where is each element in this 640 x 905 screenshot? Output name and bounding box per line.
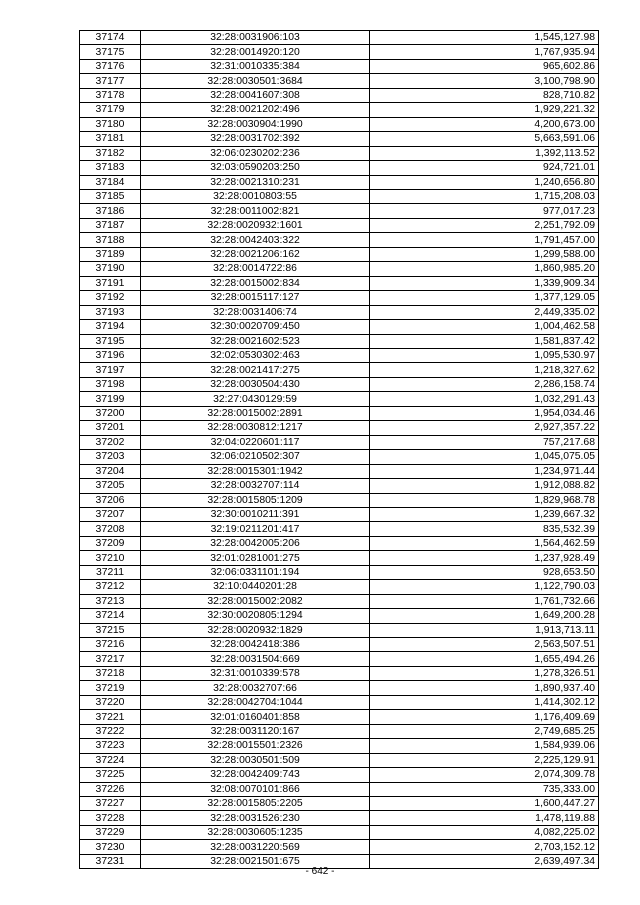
- table-row: [80, 276, 599, 290]
- table-row: [80, 797, 599, 811]
- table-row: [80, 334, 599, 348]
- table-row: [80, 31, 599, 45]
- cadastral-number-cell: 32:28:0031906:103: [141, 31, 370, 45]
- row-id-cell: 37194: [80, 320, 141, 334]
- row-id-cell: 37190: [80, 262, 141, 276]
- table-row: [80, 580, 599, 594]
- row-id-cell: 37218: [80, 666, 141, 680]
- amount-cell: 2,074,309.78: [370, 768, 599, 782]
- row-id-cell: 37208: [80, 522, 141, 536]
- row-id-cell: 37201: [80, 421, 141, 435]
- table-row: [80, 681, 599, 695]
- table-body: [80, 31, 599, 869]
- cadastral-number-cell: 32:28:0015805:1209: [141, 493, 370, 507]
- cadastral-number-cell: 32:27:0430129:59: [141, 392, 370, 406]
- cadastral-number-cell: 32:28:0031702:392: [141, 132, 370, 146]
- row-id-cell: 37185: [80, 189, 141, 203]
- cadastral-number-cell: 32:28:0015002:2891: [141, 406, 370, 420]
- cadastral-number-cell: 32:08:0070101:866: [141, 782, 370, 796]
- cadastral-number-cell: 32:31:0010335:384: [141, 59, 370, 73]
- row-id-cell: 37177: [80, 74, 141, 88]
- cadastral-number-cell: 32:28:0042403:322: [141, 233, 370, 247]
- cadastral-number-cell: 32:28:0011002:821: [141, 204, 370, 218]
- amount-cell: 2,251,792.09: [370, 218, 599, 232]
- amount-cell: 1,715,208.03: [370, 189, 599, 203]
- table-row: [80, 305, 599, 319]
- row-id-cell: 37180: [80, 117, 141, 131]
- cadastral-number-cell: 32:03:0590203:250: [141, 161, 370, 175]
- amount-cell: 1,767,935.94: [370, 45, 599, 59]
- cadastral-number-cell: 32:28:0021310:231: [141, 175, 370, 189]
- row-id-cell: 37226: [80, 782, 141, 796]
- cadastral-number-cell: 32:31:0010339:578: [141, 666, 370, 680]
- amount-cell: 1,278,326.51: [370, 666, 599, 680]
- table-row: [80, 522, 599, 536]
- cadastral-number-cell: 32:28:0015301:1942: [141, 464, 370, 478]
- amount-cell: 965,602.86: [370, 59, 599, 73]
- amount-cell: 924,721.01: [370, 161, 599, 175]
- table-row: [80, 204, 599, 218]
- amount-cell: 2,449,335.02: [370, 305, 599, 319]
- cadastral-number-cell: 32:06:0210502:307: [141, 450, 370, 464]
- amount-cell: 1,032,291.43: [370, 392, 599, 406]
- cadastral-number-cell: 32:28:0042005:206: [141, 536, 370, 550]
- amount-cell: 4,082,225.02: [370, 825, 599, 839]
- table-row: [80, 551, 599, 565]
- amount-cell: 3,100,798.90: [370, 74, 599, 88]
- cadastral-number-cell: 32:30:0020805:1294: [141, 609, 370, 623]
- row-id-cell: 37189: [80, 247, 141, 261]
- table-row: [80, 710, 599, 724]
- row-id-cell: 37214: [80, 609, 141, 623]
- table-row: [80, 320, 599, 334]
- cadastral-number-cell: 32:01:0281001:275: [141, 551, 370, 565]
- row-id-cell: 37220: [80, 695, 141, 709]
- amount-cell: 1,004,462.58: [370, 320, 599, 334]
- cadastral-number-cell: 32:28:0030605:1235: [141, 825, 370, 839]
- cadastral-number-cell: 32:28:0030904:1990: [141, 117, 370, 131]
- table-row: [80, 161, 599, 175]
- row-id-cell: 37215: [80, 623, 141, 637]
- cadastral-number-cell: 32:30:0020709:450: [141, 320, 370, 334]
- cadastral-number-cell: 32:28:0021501:675: [141, 854, 370, 868]
- row-id-cell: 37229: [80, 825, 141, 839]
- amount-cell: 2,749,685.25: [370, 724, 599, 738]
- row-id-cell: 37199: [80, 392, 141, 406]
- table-row: [80, 638, 599, 652]
- amount-cell: 1,095,530.97: [370, 348, 599, 362]
- cadastral-number-cell: 32:30:0010211:391: [141, 507, 370, 521]
- table-row: [80, 88, 599, 102]
- table-row: [80, 247, 599, 261]
- table-row: [80, 291, 599, 305]
- table-row: [80, 840, 599, 854]
- row-id-cell: 37183: [80, 161, 141, 175]
- row-id-cell: 37221: [80, 710, 141, 724]
- cadastral-number-cell: 32:28:0041607:308: [141, 88, 370, 102]
- cadastral-number-cell: 32:28:0014920:120: [141, 45, 370, 59]
- amount-cell: 735,333.00: [370, 782, 599, 796]
- cadastral-number-cell: 32:28:0010803:55: [141, 189, 370, 203]
- row-id-cell: 37181: [80, 132, 141, 146]
- amount-cell: 1,339,909.34: [370, 276, 599, 290]
- row-id-cell: 37184: [80, 175, 141, 189]
- table-row: [80, 406, 599, 420]
- cadastral-number-cell: 32:28:0021202:496: [141, 103, 370, 117]
- amount-cell: 1,545,127.98: [370, 31, 599, 45]
- amount-cell: 1,299,588.00: [370, 247, 599, 261]
- table-row: [80, 493, 599, 507]
- row-id-cell: 37213: [80, 594, 141, 608]
- row-id-cell: 37219: [80, 681, 141, 695]
- amount-cell: 1,045,075.05: [370, 450, 599, 464]
- amount-cell: 2,639,497.34: [370, 854, 599, 868]
- table-row: [80, 464, 599, 478]
- table-row: [80, 768, 599, 782]
- cadastral-number-cell: 32:28:0021206:162: [141, 247, 370, 261]
- row-id-cell: 37223: [80, 739, 141, 753]
- table-row: [80, 146, 599, 160]
- cadastral-number-cell: 32:28:0015002:2082: [141, 594, 370, 608]
- cadastral-number-cell: 32:28:0015501:2326: [141, 739, 370, 753]
- cadastral-number-cell: 32:28:0031406:74: [141, 305, 370, 319]
- table-row: [80, 507, 599, 521]
- row-id-cell: 37187: [80, 218, 141, 232]
- cadastral-number-cell: 32:02:0530302:463: [141, 348, 370, 362]
- table-row: [80, 652, 599, 666]
- row-id-cell: 37175: [80, 45, 141, 59]
- table-row: [80, 450, 599, 464]
- amount-cell: 1,761,732.66: [370, 594, 599, 608]
- cadastral-number-cell: 32:28:0014722:86: [141, 262, 370, 276]
- amount-cell: 1,218,327.62: [370, 363, 599, 377]
- table-row: [80, 59, 599, 73]
- row-id-cell: 37204: [80, 464, 141, 478]
- amount-cell: 1,176,409.69: [370, 710, 599, 724]
- cadastral-number-cell: 32:28:0030812:1217: [141, 421, 370, 435]
- amount-cell: 1,791,457.00: [370, 233, 599, 247]
- row-id-cell: 37227: [80, 797, 141, 811]
- cadastral-number-cell: 32:28:0031120:167: [141, 724, 370, 738]
- row-id-cell: 37212: [80, 580, 141, 594]
- amount-cell: 977,017.23: [370, 204, 599, 218]
- row-id-cell: 37224: [80, 753, 141, 767]
- table-row: [80, 623, 599, 637]
- table-row: [80, 695, 599, 709]
- row-id-cell: 37210: [80, 551, 141, 565]
- amount-cell: 1,122,790.03: [370, 580, 599, 594]
- row-id-cell: 37205: [80, 479, 141, 493]
- table-row: [80, 262, 599, 276]
- row-id-cell: 37188: [80, 233, 141, 247]
- page-number: - 642 -: [305, 866, 335, 877]
- table-row: [80, 739, 599, 753]
- cadastral-number-cell: 32:28:0015117:127: [141, 291, 370, 305]
- table-row: [80, 435, 599, 449]
- amount-cell: 1,478,119.88: [370, 811, 599, 825]
- table-row: [80, 782, 599, 796]
- row-id-cell: 37207: [80, 507, 141, 521]
- table-row: [80, 609, 599, 623]
- cadastral-number-cell: 32:28:0015002:834: [141, 276, 370, 290]
- row-id-cell: 37176: [80, 59, 141, 73]
- cadastral-number-cell: 32:28:0030501:3684: [141, 74, 370, 88]
- cadastral-number-cell: 32:28:0042409:743: [141, 768, 370, 782]
- cadastral-number-cell: 32:28:0030504:430: [141, 377, 370, 391]
- amount-cell: 1,239,667.32: [370, 507, 599, 521]
- row-id-cell: 37179: [80, 103, 141, 117]
- amount-cell: 1,649,200.28: [370, 609, 599, 623]
- table-row: [80, 753, 599, 767]
- amount-cell: 1,912,088.82: [370, 479, 599, 493]
- table-row: [80, 363, 599, 377]
- amount-cell: 2,927,357.22: [370, 421, 599, 435]
- cadastral-number-cell: 32:28:0030501:509: [141, 753, 370, 767]
- table-row: [80, 189, 599, 203]
- table-row: [80, 233, 599, 247]
- cadastral-number-cell: 32:06:0331101:194: [141, 565, 370, 579]
- amount-cell: 1,860,985.20: [370, 262, 599, 276]
- row-id-cell: 37196: [80, 348, 141, 362]
- table-row: [80, 536, 599, 550]
- row-id-cell: 37192: [80, 291, 141, 305]
- cadastral-number-cell: 32:28:0032707:114: [141, 479, 370, 493]
- cadastral-number-cell: 32:28:0021417:275: [141, 363, 370, 377]
- amount-cell: 2,286,158.74: [370, 377, 599, 391]
- amount-cell: 1,234,971.44: [370, 464, 599, 478]
- table-row: [80, 377, 599, 391]
- cadastral-number-cell: 32:28:0021602:523: [141, 334, 370, 348]
- cadastral-number-cell: 32:28:0042418:386: [141, 638, 370, 652]
- table-row: [80, 594, 599, 608]
- amount-cell: 1,890,937.40: [370, 681, 599, 695]
- row-id-cell: 37216: [80, 638, 141, 652]
- cadastral-number-cell: 32:28:0031220:569: [141, 840, 370, 854]
- row-id-cell: 37191: [80, 276, 141, 290]
- cadastral-number-cell: 32:04:0220601:117: [141, 435, 370, 449]
- row-id-cell: 37195: [80, 334, 141, 348]
- row-id-cell: 37211: [80, 565, 141, 579]
- amount-cell: 4,200,673.00: [370, 117, 599, 131]
- row-id-cell: 37228: [80, 811, 141, 825]
- table-row: [80, 392, 599, 406]
- amount-cell: 1,581,837.42: [370, 334, 599, 348]
- amount-cell: 1,929,221.32: [370, 103, 599, 117]
- table-row: [80, 825, 599, 839]
- table-row: [80, 218, 599, 232]
- cadastral-number-cell: 32:28:0020932:1829: [141, 623, 370, 637]
- cadastral-number-cell: 32:19:0211201:417: [141, 522, 370, 536]
- table-row: [80, 132, 599, 146]
- amount-cell: 835,532.39: [370, 522, 599, 536]
- amount-cell: 1,414,302.12: [370, 695, 599, 709]
- table-row: [80, 117, 599, 131]
- amount-cell: 5,663,591.06: [370, 132, 599, 146]
- row-id-cell: 37200: [80, 406, 141, 420]
- amount-cell: 1,913,713.11: [370, 623, 599, 637]
- amount-cell: 828,710.82: [370, 88, 599, 102]
- table-row: [80, 724, 599, 738]
- amount-cell: 1,584,939.06: [370, 739, 599, 753]
- row-id-cell: 37231: [80, 854, 141, 868]
- table-row: [80, 45, 599, 59]
- amount-cell: 2,563,507.51: [370, 638, 599, 652]
- amount-cell: 2,225,129.91: [370, 753, 599, 767]
- table-row: [80, 811, 599, 825]
- cadastral-number-cell: 32:28:0015805:2205: [141, 797, 370, 811]
- row-id-cell: 37206: [80, 493, 141, 507]
- table-row: [80, 103, 599, 117]
- cadastral-number-cell: 32:28:0032707:66: [141, 681, 370, 695]
- cadastral-number-cell: 32:10:0440201:28: [141, 580, 370, 594]
- cadastral-number-cell: 32:28:0031526:230: [141, 811, 370, 825]
- amount-cell: 1,240,656.80: [370, 175, 599, 189]
- row-id-cell: 37202: [80, 435, 141, 449]
- row-id-cell: 37186: [80, 204, 141, 218]
- table-row: [80, 175, 599, 189]
- table-row: [80, 479, 599, 493]
- cadastral-number-cell: 32:28:0031504:669: [141, 652, 370, 666]
- amount-cell: 757,217.68: [370, 435, 599, 449]
- row-id-cell: 37222: [80, 724, 141, 738]
- amount-cell: 1,564,462.59: [370, 536, 599, 550]
- row-id-cell: 37217: [80, 652, 141, 666]
- amount-cell: 1,829,968.78: [370, 493, 599, 507]
- row-id-cell: 37197: [80, 363, 141, 377]
- cadastral-number-cell: 32:06:0230202:236: [141, 146, 370, 160]
- row-id-cell: 37178: [80, 88, 141, 102]
- row-id-cell: 37198: [80, 377, 141, 391]
- amount-cell: 1,237,928.49: [370, 551, 599, 565]
- amount-cell: 1,655,494.26: [370, 652, 599, 666]
- cadastral-number-cell: 32:01:0160401:858: [141, 710, 370, 724]
- amount-cell: 1,392,113.52: [370, 146, 599, 160]
- row-id-cell: 37209: [80, 536, 141, 550]
- row-id-cell: 37193: [80, 305, 141, 319]
- amount-cell: 2,703,152.12: [370, 840, 599, 854]
- table-row: [80, 74, 599, 88]
- row-id-cell: 37182: [80, 146, 141, 160]
- amount-cell: 1,377,129.05: [370, 291, 599, 305]
- cadastral-number-cell: 32:28:0042704:1044: [141, 695, 370, 709]
- row-id-cell: 37203: [80, 450, 141, 464]
- cadastral-number-cell: 32:28:0020932:1601: [141, 218, 370, 232]
- amount-cell: 1,954,034.46: [370, 406, 599, 420]
- data-table: [79, 30, 599, 869]
- row-id-cell: 37230: [80, 840, 141, 854]
- table-row: [80, 565, 599, 579]
- table-row: [80, 666, 599, 680]
- row-id-cell: 37225: [80, 768, 141, 782]
- table-row: [80, 348, 599, 362]
- amount-cell: 1,600,447.27: [370, 797, 599, 811]
- table-row: [80, 421, 599, 435]
- row-id-cell: 37174: [80, 31, 141, 45]
- amount-cell: 928,653.50: [370, 565, 599, 579]
